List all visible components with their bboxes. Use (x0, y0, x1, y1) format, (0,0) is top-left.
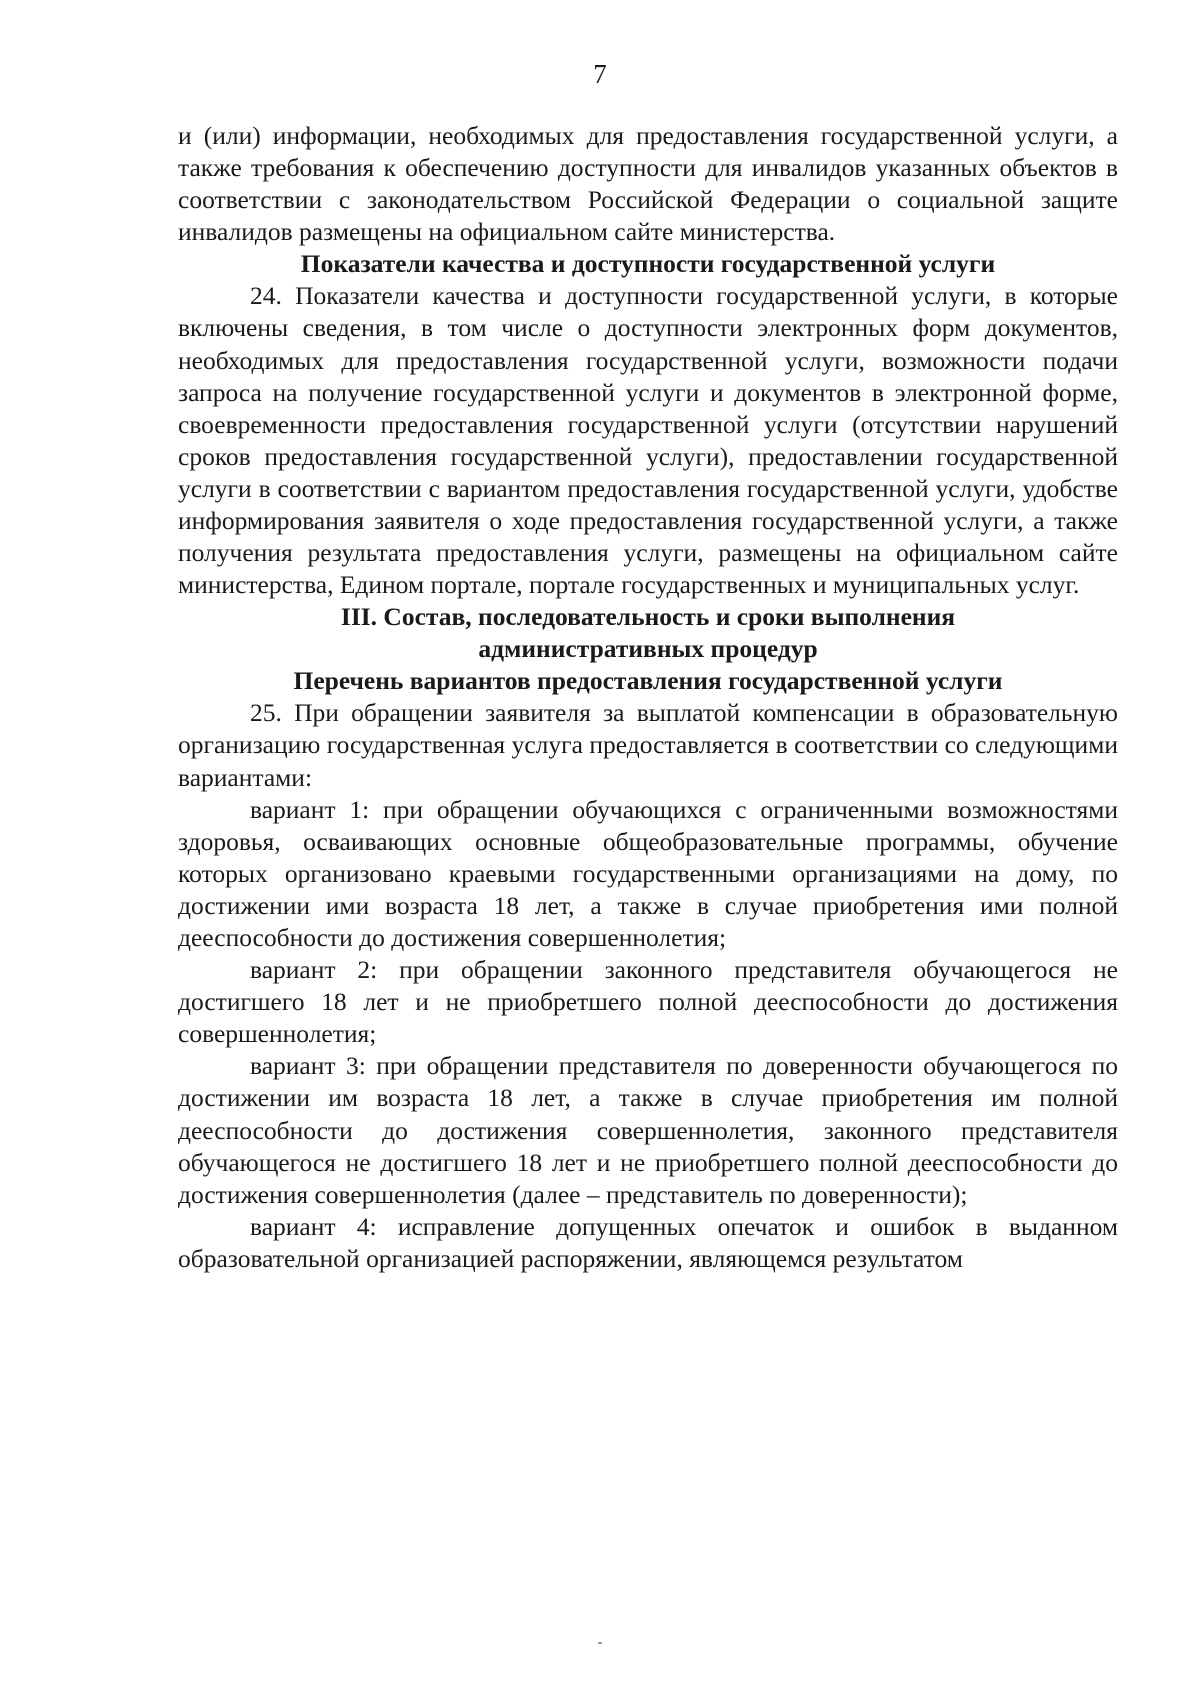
paragraph-variant-1: вариант 1: при обращении обучающихся с ограниченными возможностями здоровья, осваивающих основные общеобразовательные программы, обучение которых организовано краевыми государственными организациями на дому, по достижении ими возраста 18 лет, а также в случае приобретения ими полной дееспособности до достижения совершеннолетия; (178, 794, 1118, 952)
section-heading-line-2: административных процедур (478, 634, 818, 664)
section-heading-line-1: III. Состав, последовательность и сроки выполнения (340, 602, 956, 632)
paragraph-variant-4: вариант 4: исправление допущенных опечаток и ошибок в выданном образовательной организацией распоряжении, являющемся результатом (178, 1211, 1118, 1273)
paragraph-25: 25. При обращении заявителя за выплатой компенсации в образовательную организацию государственная услуга предоставляется в соответствии со следующими вариантами: (178, 698, 1118, 792)
paragraph-variant-3: вариант 3: при обращении представителя по доверенности обучающегося по достижении им возраста 18 лет, а также в случае приобретения им полной дееспособности до достижения совершеннолетия, законного представителя обучающегося не достигшего 18 лет и не приобретшего полной дееспособности до достижения совершеннолетия (далее – представитель по доверенности); (178, 1051, 1118, 1209)
paragraph-24: 24. Показатели качества и доступности государственной услуги, в которые включены сведения, в том числе о доступности электронных форм документов, необходимых для предоставления государственной услуги, возможности подачи запроса на получение государственной услуги и документов в электронной форме, своевременности предоставления государственной услуги (отсутствии нарушений сроков предоставления государственной услуги), предоставлении государственной услуги в соответствии с вариантом предоставления государственной услуги, удобстве информирования заявителя о ходе предоставления государственной услуги, а также получения результата предоставления услуги, размещены на официальном сайте министерства, Едином портале, портале государственных и муниципальных услуг. (178, 281, 1118, 600)
heading-quality-indicators: Показатели качества и доступности государственной услуги (300, 249, 996, 279)
document-body (178, 120, 1118, 1275)
heading-service-variants: Перечень вариантов предоставления государственной услуги (293, 666, 1003, 696)
paragraph-variant-2: вариант 2: при обращении законного представителя обучающегося не достигшего 18 лет и не приобретшего полной дееспособности до достижения совершеннолетия; (178, 955, 1118, 1049)
scan-speck (598, 1642, 602, 1644)
page-number: 7 (593, 59, 607, 89)
paragraph-intro: и (или) информации, необходимых для предоставления государственной услуги, а также требования к обеспечению доступности для инвалидов указанных объектов в соответствии с законодательством Российской Федерации о социальной защите инвалидов размещены на официальном сайте министерства. (178, 121, 1118, 247)
